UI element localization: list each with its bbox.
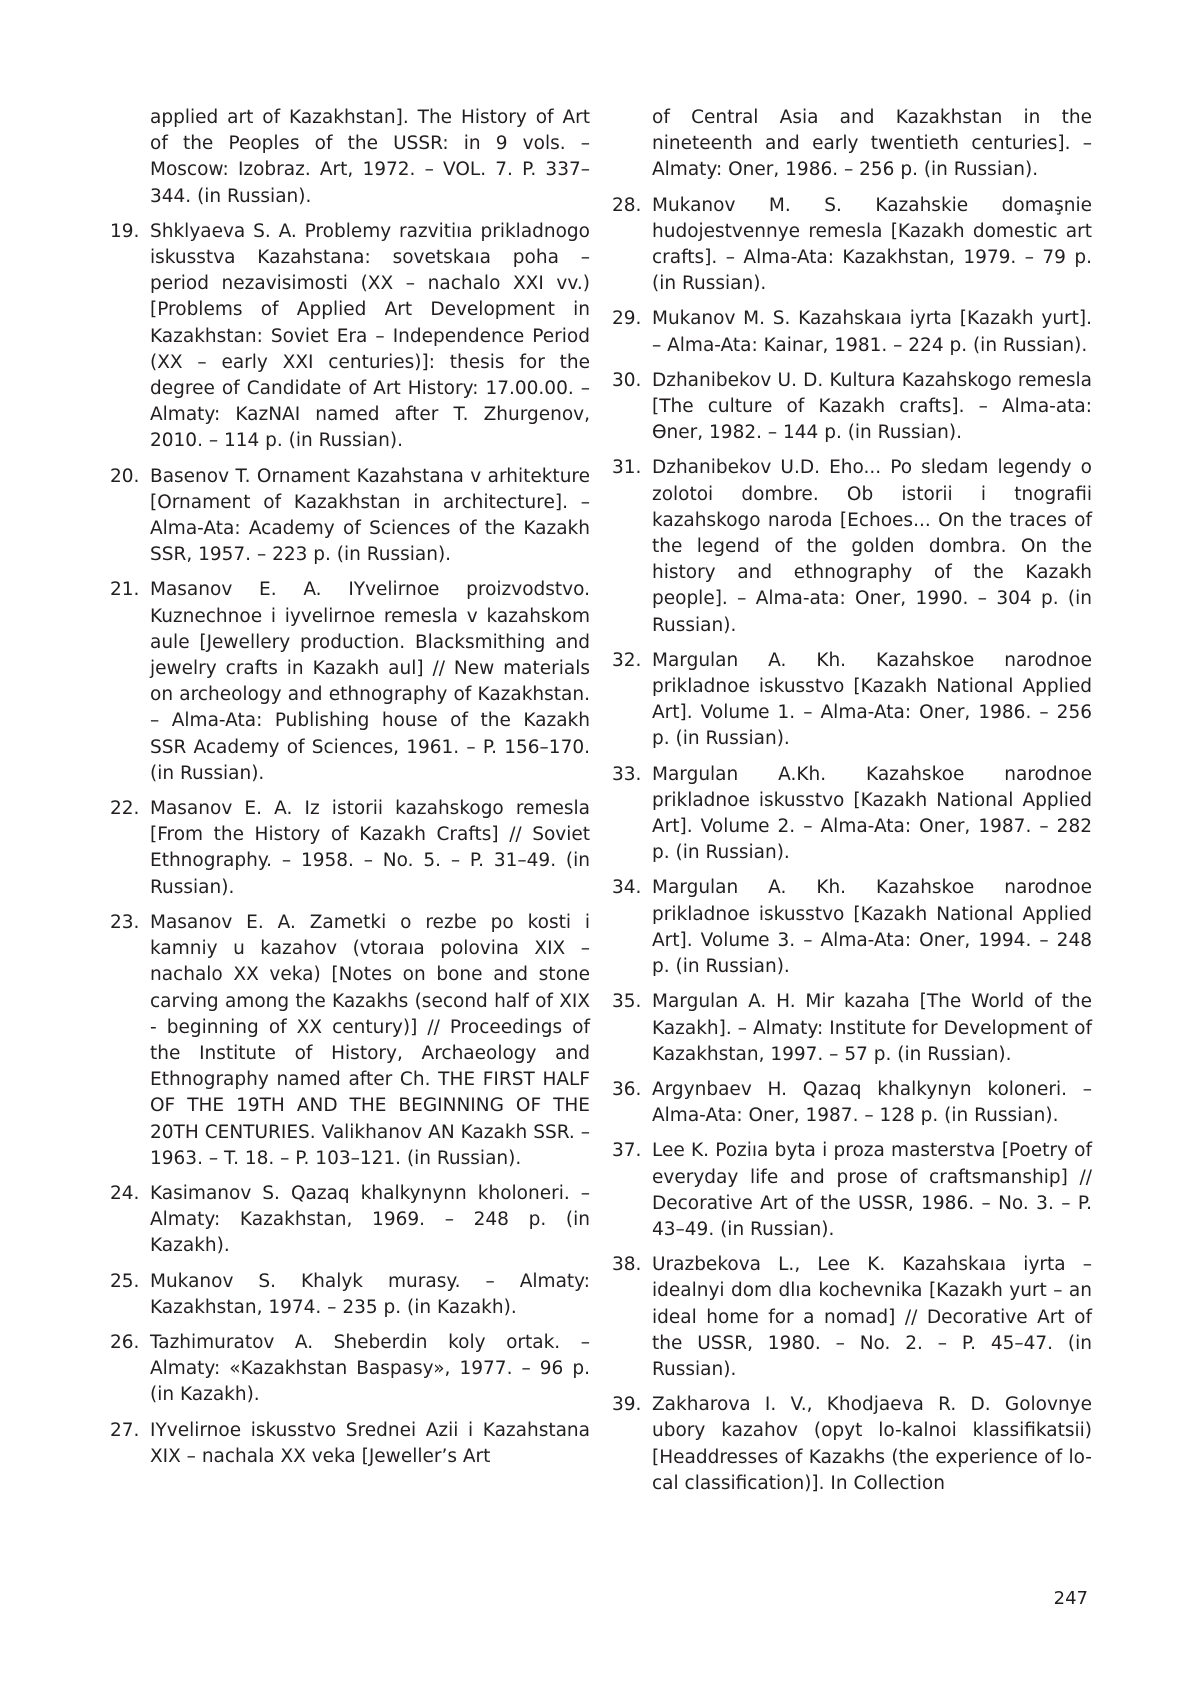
reference-text: Basenov T. Ornament Kazahstana v arhitekture [Ornament of Kazakhstan in architecture]. – Alma-Ata: Academy of Sciences of the Kazakh SSR, 1957. – 223 p. (in Russian).	[150, 465, 590, 566]
reference-entry	[612, 306, 1092, 358]
reference-number: 25.	[110, 1270, 140, 1292]
reference-entry	[612, 1077, 1092, 1129]
reference-number: 23.	[110, 911, 140, 933]
reference-entry	[110, 1330, 590, 1409]
reference-text: Tazhimuratov A. Sheberdin koly ortak. – Almaty: «Kazakhstan Baspasy», 1977. – 96 p. (in Kazakh).	[150, 1331, 590, 1406]
reference-text: Margulan A. Kh. Kazahskoe narodnoe prikladnoe iskusstvo [Kazakh National Applied Art]. Volume 1. – Alma-Ata: Oner, 1986. – 256 p. (in Russian).	[652, 649, 1092, 750]
reference-entry	[612, 1138, 1092, 1243]
reference-number: 34.	[612, 877, 642, 899]
reference-entry	[612, 368, 1092, 447]
reference-text: Urazbekova L., Lee K. Kazahskaıa iyrta – idealnyi dom dlıa kochevnika [Kazakh yurt – an ideal home for a nomad] // Decorative Art of the USSR, 1980. – No. 2. – P. 45–47. (in Russian).	[652, 1254, 1092, 1380]
reference-number: 36.	[612, 1078, 642, 1100]
reference-text: Dzhanibekov U. D. Kultura Kazahskogo remesla [The culture of Kazakh crafts]. – Alma-ata: Өner, 1982. – 144 p. (in Russian).	[652, 369, 1092, 444]
reference-text: Mukanov M. S. Kazahskaıa iyrta [Kazakh yurt]. – Alma-Ata: Kainar, 1981. – 224 p. (in Russian).	[652, 308, 1092, 356]
reference-number: 26.	[110, 1331, 140, 1353]
reference-entry	[612, 455, 1092, 638]
reference-number: 33.	[612, 763, 642, 785]
page-number: 247	[1053, 1588, 1088, 1609]
reference-number: 27.	[110, 1419, 140, 1441]
reference-number: 38.	[612, 1254, 642, 1276]
reference-entry	[612, 989, 1092, 1068]
left-column	[110, 105, 590, 1479]
reference-entry	[612, 1392, 1092, 1497]
reference-text: Argynbaev H. Qazaq khalkynyn koloneri. – Alma-Ata: Oner, 1987. – 128 p. (in Russian).	[652, 1078, 1092, 1127]
reference-text: Shklyaeva S. A. Problemy razvitiıa prikladnogo iskusstva Kazahstana: sovetskaıa poha – period nezavisimosti (XX – nachalo XXI vv.) [Problems of Applied Art Development in Kazakhstan: Soviet Era – Independence Period (XX – early XXI centuries)]: thesis for the degree of Candidate of Art History: 17.00.00. – Almaty: KazNAI named after T. Zhurgenov, 2010. – 114 p. (in Russian).	[150, 220, 590, 452]
reference-text: Margulan A.Kh. Kazahskoe narodnoe prikladnoe iskusstvo [Kazakh National Applied Art]. Volume 2. – Alma-Ata: Oner, 1987. – 282 p. (in Russian).	[652, 763, 1092, 864]
reference-number: 29.	[612, 308, 642, 330]
reference-entry	[110, 105, 590, 210]
reference-text: Mukanov S. Khalyk murasy. – Almaty: Kazakhstan, 1974. – 235 p. (in Kazakh).	[150, 1270, 590, 1318]
reference-entry	[110, 1418, 590, 1470]
reference-text: Zakharova I. V., Khodjaeva R. D. Golovnye ubory kazahov (opyt lo-kalnoi klassifikatsii) [Headdresses of Kazakhs (the experience of lo-cal classification)]. In Collection	[652, 1394, 1092, 1494]
reference-number: 31.	[612, 457, 642, 479]
right-column	[612, 105, 1092, 1506]
reference-entry	[110, 796, 590, 901]
reference-number: 21.	[110, 579, 140, 601]
reference-number: 24.	[110, 1182, 140, 1204]
reference-entry	[612, 105, 1092, 184]
reference-number: 35.	[612, 991, 642, 1013]
reference-text: Mukanov M. S. Kazahskie domaşnie hudojestvennye remesla [Kazakh domestic art crafts]. – Alma-Ata: Kazakhstan, 1979. – 79 p. (in Russian).	[652, 194, 1092, 295]
reference-number: 20.	[110, 465, 140, 487]
reference-text: Margulan A. Kh. Kazahskoe narodnoe prikladnoe iskusstvo [Kazakh National Applied Art]. Volume 3. – Alma-Ata: Oner, 1994. – 248 p. (in Russian).	[652, 877, 1092, 978]
reference-entry	[612, 1252, 1092, 1383]
reference-text: Margulan A. H. Mir kazaha [The World of the Kazakh]. – Almaty: Institute for Development of Kazakhstan, 1997. – 57 p. (in Russian).	[652, 991, 1092, 1065]
reference-number: 32.	[612, 649, 642, 671]
reference-entry	[612, 762, 1092, 867]
reference-entry	[110, 577, 590, 787]
reference-text: applied art of Kazakhstan]. The History of Art of the Peoples of the USSR: in 9 vols. – Moscow: Izobraz. Art, 1972. – VOL. 7. P. 337–344. (in Russian).	[150, 107, 590, 207]
reference-entry	[612, 193, 1092, 298]
reference-entry	[110, 1269, 590, 1321]
reference-number: 37.	[612, 1140, 642, 1162]
reference-text: of Central Asia and Kazakhstan in the nineteenth and early twentieth centuries]. – Almaty: Oner, 1986. – 256 p. (in Russian).	[652, 107, 1092, 181]
reference-text: Masanov E. A. Zametki o rezbe po kosti i kamniy u kazahov (vtoraıa polovina XIX – nachalo XX veka) [Notes on bone and stone carving among the Kazakhs (second half of XIX - beginning of XX century)] // Proceedings of the Institute of History, Archaeology and Ethnography named after Ch. THE FIRST HALF OF THE 19TH AND THE BEGINNING OF THE 20TH CENTURIES. Valikhanov AN Kazakh SSR. – 1963. – T. 18. – P. 103–121. (in Russian).	[150, 911, 590, 1169]
reference-text: Masanov E. A. Iz istorii kazahskogo remesla [From the History of Kazakh Crafts] // Soviet Ethnography. – 1958. – No. 5. – P. 31–49. (in Russian).	[150, 798, 590, 898]
reference-number: 39.	[612, 1394, 642, 1416]
reference-text: Dzhanibekov U.D. Eho... Po sledam legendy o zolotoi dombre. Ob istorii i tnografii kazahskogo naroda [Echoes... On the traces of the legend of the golden dombra. On the history and ethnography of the Kazakh people]. – Alma-ata: Oner, 1990. – 304 p. (in Russian).	[652, 457, 1092, 636]
reference-number: 22.	[110, 798, 140, 820]
reference-text: Masanov E. A. IYvelirnoe proizvodstvo. Kuznechnoe i iyvelirnoe remesla v kazahskom aule [Jewellery production. Blacksmithing and jewelry crafts in Kazakh aul] // New materials on archeology and ethnography of Kazakhstan. – Alma-Ata: Publishing house of the Kazakh SSR Academy of Sciences, 1961. – P. 156–170. (in Russian).	[150, 579, 590, 784]
reference-text: IYvelirnoe iskusstvo Srednei Azii i Kazahstana XIX – nachala XX veka [Jeweller’s Art	[150, 1419, 590, 1467]
reference-number: 28.	[612, 194, 642, 216]
reference-entry	[110, 1181, 590, 1260]
reference-entry	[110, 464, 590, 569]
reference-number: 30.	[612, 369, 642, 391]
reference-entry	[110, 910, 590, 1172]
reference-number: 19.	[110, 220, 140, 242]
reference-entry	[110, 219, 590, 455]
reference-text: Lee K. Poziıa byta i proza masterstva [Poetry of everyday life and prose of craftsmanship] // Decorative Art of the USSR, 1986. – No. 3. – P. 43–49. (in Russian).	[652, 1140, 1092, 1240]
reference-entry	[612, 875, 1092, 980]
reference-entry	[612, 648, 1092, 753]
reference-text: Kasimanov S. Qazaq khalkynynn kholoneri. – Almaty: Kazakhstan, 1969. – 248 p. (in Kazakh).	[150, 1182, 590, 1257]
